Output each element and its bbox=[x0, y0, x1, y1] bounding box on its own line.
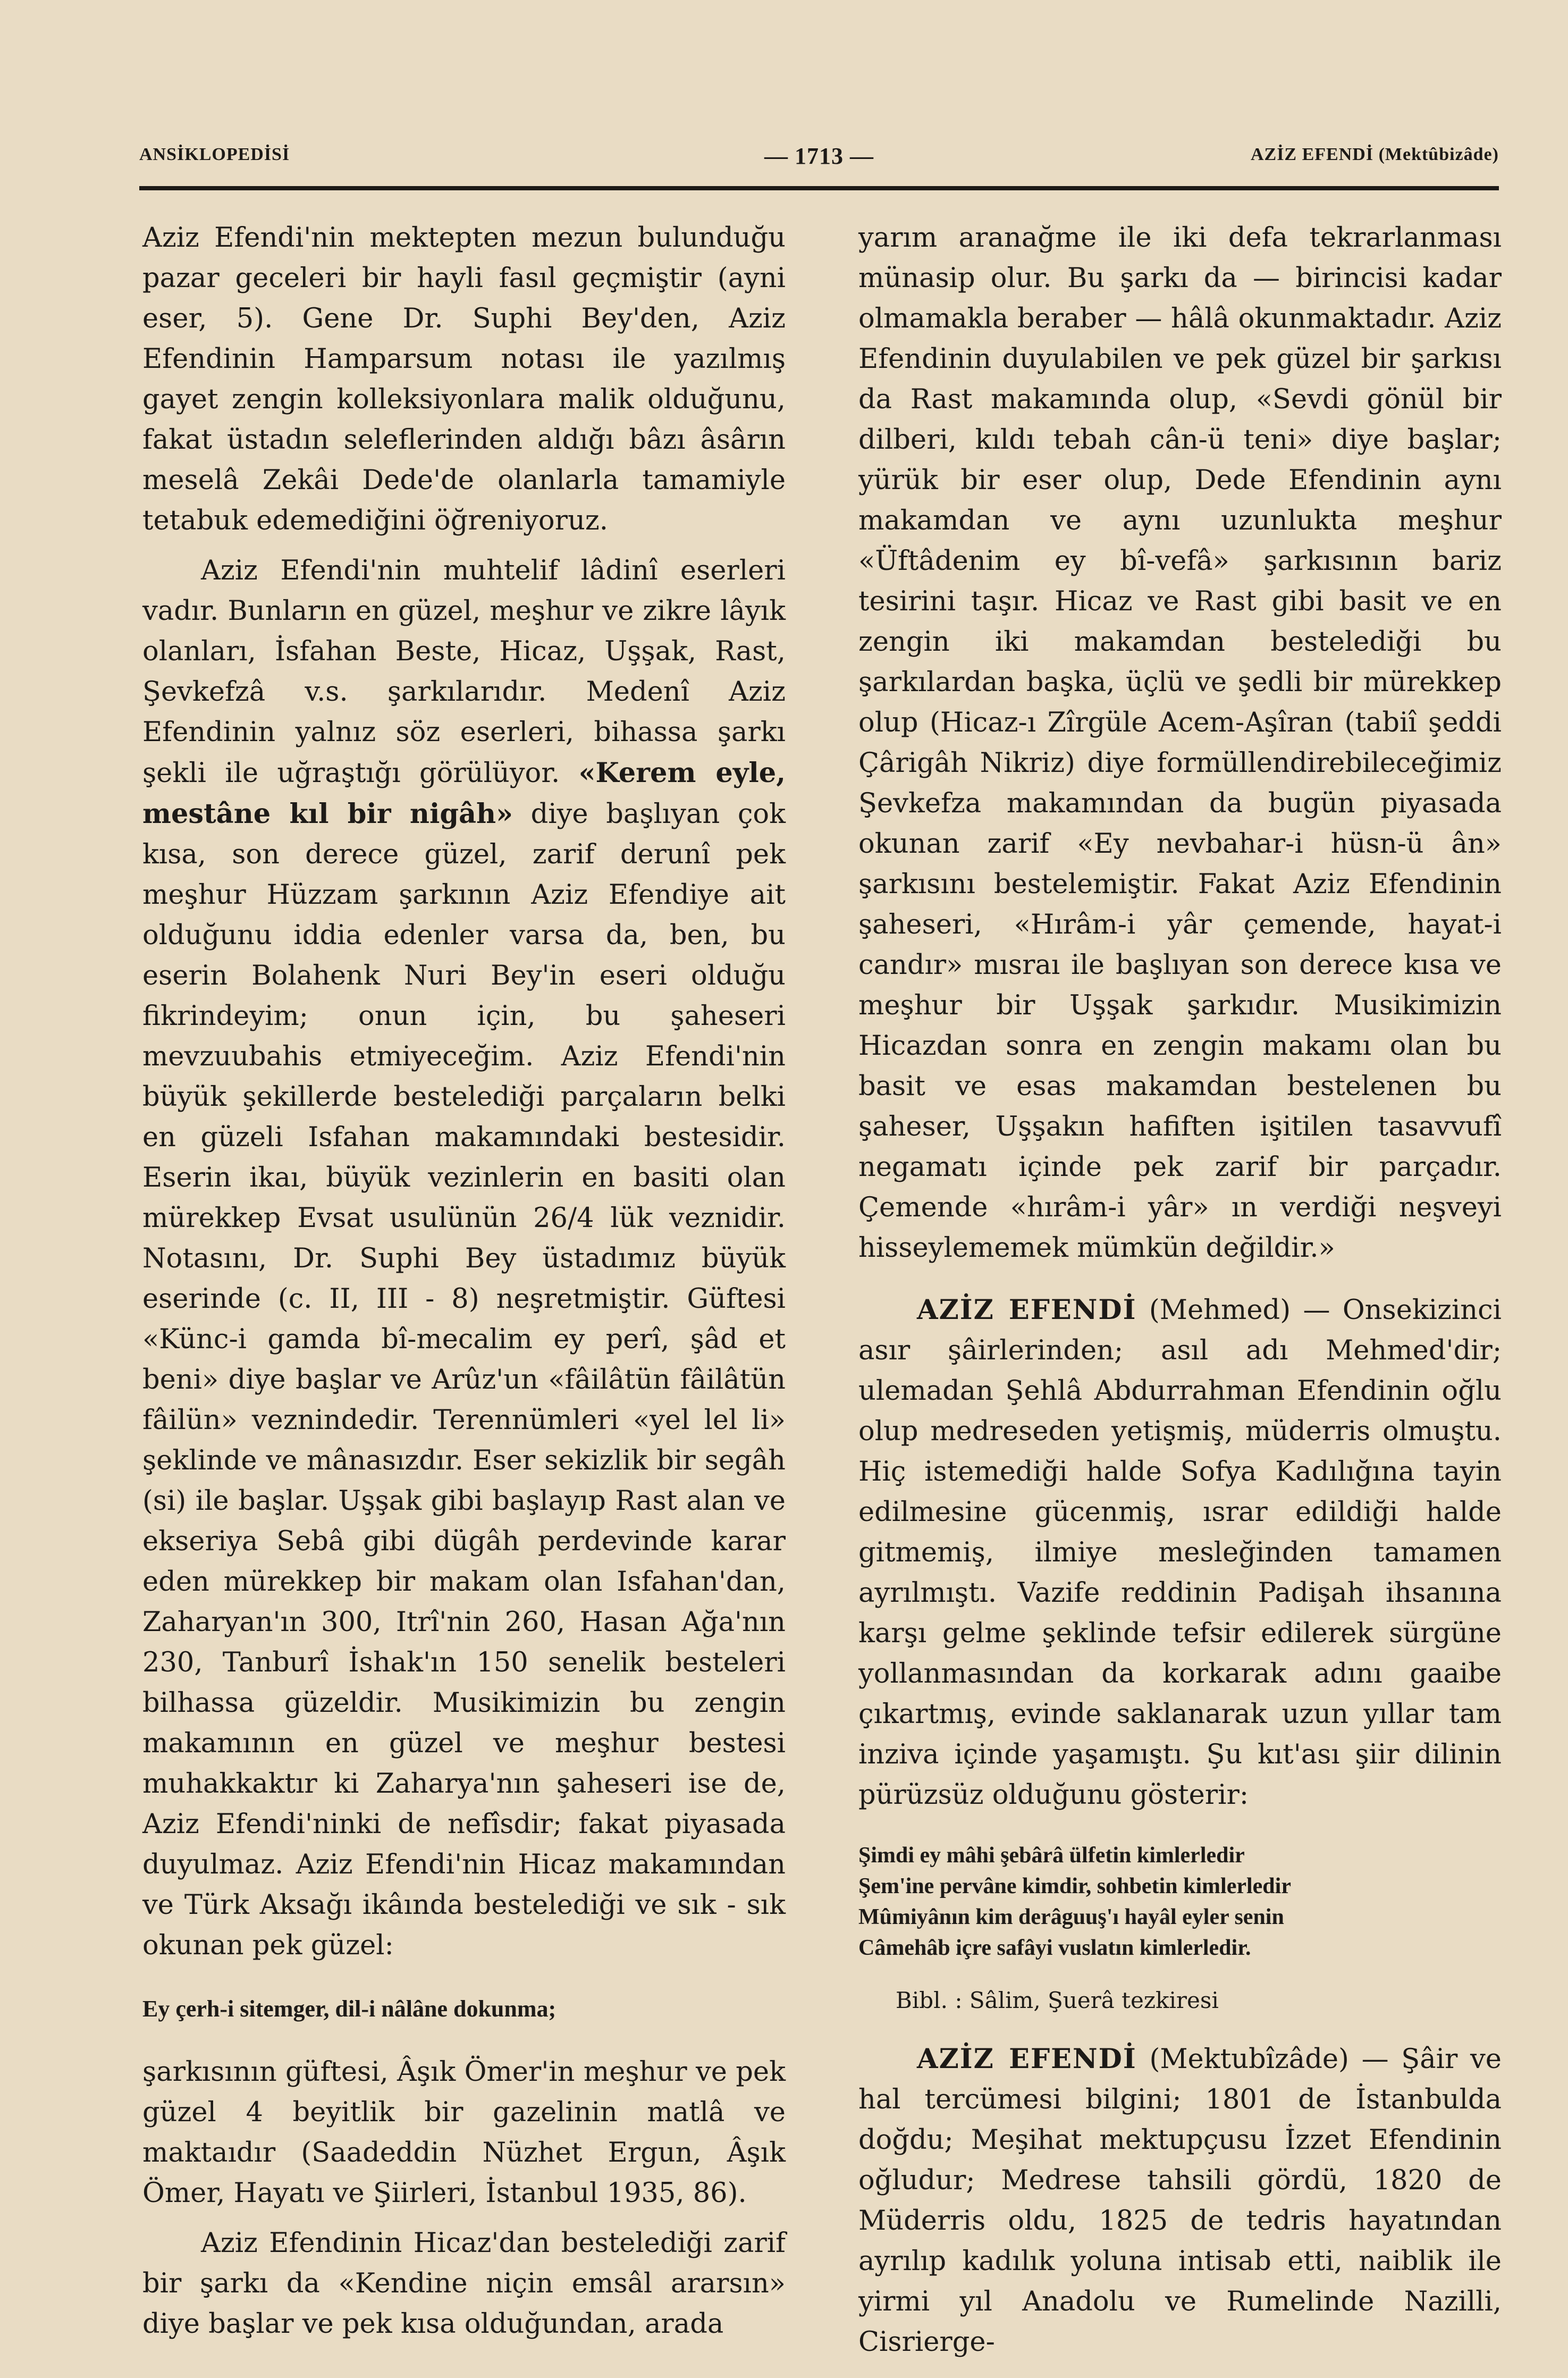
bibliography: Bibl. : Sâlim, Şuerâ tezkiresi bbox=[896, 1987, 1219, 2013]
entry-mehmed-title: AZİZ EFENDİ bbox=[917, 1294, 1137, 1326]
entry-mektubizade-text: (Mektubîzâde) — Şâir ve hal tercümesi bilgini; 1801 de İstanbulda doğdu; Meşihat mektupçusu İzzet Efendinin oğludur; Medrese tahsili gördü, 1820 de Müderris oldu, 1825 de tedris hayatından ayrılıp kadılık yoluna intisab etti, naiblik ile yirmi yıl Anadolu ve Rumelinde Nazilli, Cisrierge- bbox=[858, 2044, 1502, 2358]
entry-mehmed-text: (Mehmed) — Onsekizinci asır şâirlerinden; asıl adı Mehmed'dir; ulemadan Şehlâ Abdurrahman Efendinin oğlu olup medreseden yetişmiş, müderris olmuştu. Hiç istemediği halde Sofya Kadılığına tayin edilmesine gücenmiş, ısrar edildiği halde gitmemiş, ilmiye mesleğinden tamamen ayrılmıştı. Vazife reddinin Padişah ihsanına karşı gelme şeklinde tefsir edilerek sürgüne yollanmasından da korkarak adını gaaibe çıkartmış, evinde saklanarak uzun yıllar tam inziva içinde yaşamıştı. Şu kıt'ası şiir dilinin pürüzsüz olduğunu gösterir: bbox=[858, 1295, 1502, 1811]
header-left: ANSİKLOPEDİSİ bbox=[139, 145, 290, 164]
left-paragraph-2 bbox=[142, 551, 786, 1966]
left-paragraph-1: Aziz Efendi'nin mektepten mezun bulunduğu pazar geceleri bir hayli fasıl geçmiştir (ayni eser, 5). Gene Dr. Suphi Bey'den, Aziz Efendinin Hamparsum notası ile yazılmış gayet zengin kolleksiyonlara malik olduğunu, fakat üstadın seleflerinden aldığı bâzı âsârın meselâ Zekâi Dede'de olanlarla tamamiyle tetabuk edemediğini öğreniyoruz. bbox=[142, 222, 786, 536]
right-verse bbox=[858, 1840, 1502, 1963]
verse-line: Mûmiyânın kim derâguuş'ı hayâl eyler senin bbox=[858, 1905, 1284, 1929]
right-column bbox=[858, 218, 1502, 2363]
header-right: AZİZ EFENDİ (Mektûbizâde) bbox=[1250, 145, 1499, 164]
entry-mehmed bbox=[858, 1290, 1502, 1816]
left-p2-a: Aziz Efendi'nin muhtelif lâdinî eserleri vadır. Bunların en güzel, meşhur ve zikre lâyık olanları, İsfahan Beste, Hicaz, Uşşak, Rast, Şevkefzâ v.s. şarkılarıdır. Medenî Aziz Efendinin yalnız söz eserleri, bihassa şarkı şekli ile uğraştığı görülüyor. bbox=[142, 555, 786, 789]
left-paragraph-4: Aziz Efendinin Hicaz'dan bestelediği zarif bir şarkı da «Kendine niçin emsâl ararsın» diye başlar ve pek kısa olduğundan, arada bbox=[142, 2228, 786, 2340]
left-verse: Ey çerh-i sitemger, dil-i nâlâne dokunma; bbox=[142, 1996, 557, 2022]
page-header bbox=[139, 136, 1499, 174]
page-number: — 1713 — bbox=[764, 143, 874, 169]
entry-mektubizade-title: AZİZ EFENDİ bbox=[917, 2043, 1137, 2075]
left-p2-b: diye başlıyan çok kısa, son derece güzel, zarif derunî pek meşhur Hüzzam şarkının Aziz Efendiye ait olduğunu iddia edenler varsa da, ben, bu eserin Bolahenk Nuri Bey'in eseri olduğu fikrindeyim; onun için, bu şaheseri mevzuubahis etmiyeceğim. Aziz Efendi'nin büyük şekillerde bestelediği parçaların belki en güzeli Isfahan makamındaki bestesidir. Eserin ikaı, büyük vezinlerin en basiti olan mürekkep Evsat usulünün 26/4 lük veznidir. Notasını, Dr. Suphi Bey üstadımız büyük eserinde (c. II, III - 8) neşretmiştir. Güftesi «Künc-i gamda bî-mecalim ey perî, şâd et beni» diye başlar ve Arûz'un «fâilâtün fâilâtün fâilün» veznindedir. Terennümleri «yel lel li» şeklinde ve mânasızdır. Eser sekizlik bir segâh (si) ile başlar. Uşşak gibi başlayıp Rast alan ve ekseriya Sebâ gibi dügâh perdevinde karar eden mürekkep bir makam olan Isfahan'dan, Zaharyan'ın 300, Itrî'nin 260, Hasan Ağa'nın 230, Tanburî İshak'ın 150 senelik besteleri bilhassa güzeldir. Musikimizin bu zengin makamının en güzel ve meşhur bestesi muhakkaktır ki Zaharya'nın şaheseri ise de, Aziz Efendi'ninki de nefîsdir; fakat piyasada duyulmaz. Aziz Efendi'nin Hicaz makamından ve Türk Aksağı ikâında bestelediği ve sık - sık okunan pek güzel: bbox=[142, 799, 786, 1961]
left-paragraph-3: şarkısının güftesi, Âşık Ömer'in meşhur ve pek güzel 4 beyitlik bir gazelinin matlâ ve maktaıdır (Saadeddin Nüzhet Ergun, Âşık Ömer, Hayatı ve Şiirleri, İstanbul 1935, 86). bbox=[142, 2056, 786, 2209]
left-column bbox=[142, 218, 786, 2345]
left-p2-bold: «Kerem eyle, mestâne kıl bir nigâh» bbox=[142, 757, 786, 830]
entry-mektubizade bbox=[858, 2039, 1502, 2363]
header-rule bbox=[139, 186, 1499, 190]
verse-line: Şimdi ey mâhi şebârâ ülfetin kimlerledir bbox=[858, 1843, 1245, 1868]
verse-line: Şem'ine pervâne kimdir, sohbetin kimlerledir bbox=[858, 1874, 1291, 1898]
verse-line: Câmehâb içre safâyi vuslatın kimlerledir. bbox=[858, 1936, 1251, 1960]
right-paragraph-1: yarım aranağme ile iki defa tekrarlanması münasip olur. Bu şarkı da — birincisi kadar olmamakla beraber — hâlâ okunmaktadır. Aziz Efendinin duyulabilen ve pek güzel bir şarkısı da Rast makamında olup, «Sevdi gönül bir dilberi, kıldı tebah cân-ü teni» diye başlar; yürük bir eser olup, Dede Efendinin aynı makamdan ve aynı uzunlukta meşhur «Üftâdenim ey bî-vefâ» şarkısının bariz tesirini taşır. Hicaz ve Rast gibi basit ve en zengin iki makamdan bestelediği bu şarkılardan başka, üçlü ve şedli bir mürekkep olup (Hicaz-ı Zîrgüle Acem-Aşîran (tabiî şeddi Çârigâh Nikriz) diye formüllendirebileceğimiz Şevkefza makamından da bugün piyasada okunan zarif «Ey nevbahar-i hüsn-ü ân» şarkısını bestelemiştir. Fakat Aziz Efendinin şaheseri, «Hırâm-i yâr çemende, hayat-i candır» mısraı ile başlıyan son derece kısa ve meşhur bir Uşşak şarkıdır. Musikimizin Hicazdan sonra en zengin makamı olan bu basit ve esas makamdan bestelenen bu şaheser, Uşşakın hafiften işitilen tasavvufî negamatı içinde pek zarif bir parçadır. Çemende «hırâm-i yâr» ın verdiği neşveyi hisseylememek mümkün değildir.» bbox=[858, 222, 1502, 1264]
